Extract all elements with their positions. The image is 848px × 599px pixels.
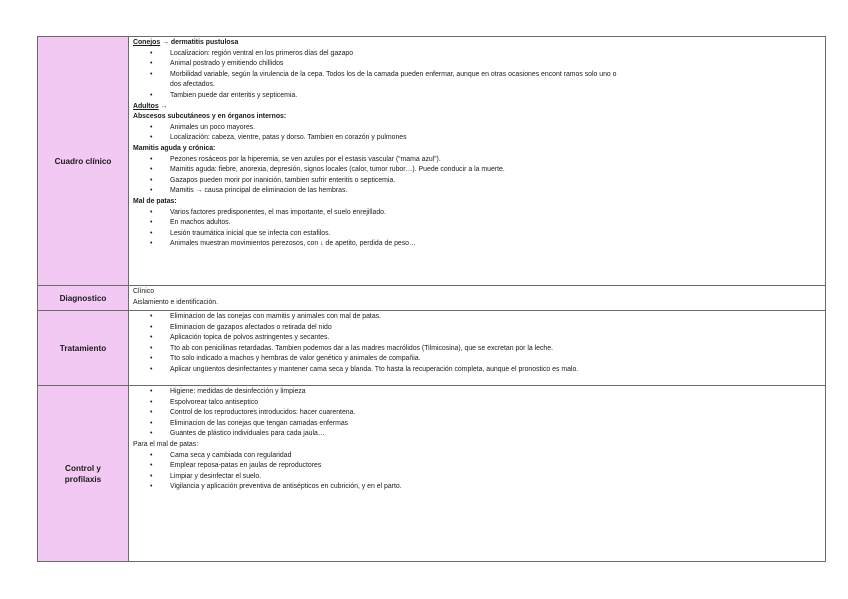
heading-conejos — [133, 38, 821, 49]
list-item: • Vigilancia y aplicación preventiva de antisépticos en cubrición, y en el parto. — [133, 482, 821, 493]
list-item: • Aplicar ungüentos desinfectantes y mantener cama seca y blanda. Tto hasta la recuperación completa, aunque el pronostico es malo. — [133, 365, 821, 376]
heading-mal-de-patas: Mal de patas: — [133, 197, 177, 205]
list-item: • Eliminacion de las conejas que tengan camadas enfermas — [133, 419, 821, 430]
list-item: • En machos adultos. — [133, 218, 821, 229]
list-item: • Animales un poco mayores. — [133, 123, 821, 134]
list-item: • Tto solo indicado a machos y hembras de valor genético y animales de compañia. — [133, 354, 821, 365]
heading-adultos — [133, 102, 821, 113]
document-table — [37, 36, 826, 562]
row-cuadro-clinico — [38, 37, 826, 286]
list-item: • Aplicación topica de polvos astringentes y secantes. — [133, 333, 821, 344]
row-diagnostico — [38, 286, 826, 311]
list-item: • Mamitis → causa principal de eliminacion de las hembras. — [133, 186, 821, 197]
list-item: • Animales muestran movimientos perezosos, con ↓ de apetito, perdida de peso… — [133, 239, 821, 250]
text-line: Aislamiento e identificación. — [133, 298, 219, 306]
list-item: • Higiene: medidas de desinfección y limpieza — [133, 387, 821, 398]
list-item: • Pezones rosáceos por la hiperemia, se ven azules por el estasis vascular (“mama azul”). — [133, 155, 821, 166]
heading-adultos-rest: → — [158, 102, 168, 110]
heading-mamitis: Mamitis aguda y crónica: — [133, 144, 216, 152]
label-diagnostico: Diagnostico — [38, 286, 129, 311]
content-diagnostico — [129, 286, 826, 311]
heading-adultos-word: Adultos — [133, 102, 159, 110]
list-item: • Mamitis aguda: fiebre, anorexia, depresión, signos locales (calor, tumor rubor…). Puede conducir a la muerte. — [133, 165, 821, 176]
list-item: • Espolvorear talco antiseptico — [133, 398, 821, 409]
label-control-line1: Control y — [65, 463, 101, 473]
list-item: • Limpiar y desinfectar el suelo. — [133, 472, 821, 483]
heading-abscesos: Abscesos subcutáneos y en órganos internos: — [133, 113, 287, 121]
list-item: • Guantes de plástico individuales para cada jaula… — [133, 429, 821, 440]
list-item: • Animal postrado y emitiendo chillidos — [133, 59, 821, 70]
list-item: • Tambien puede dar enteritis y septicemia. — [133, 91, 821, 102]
list-item: • Gazapos pueden morir por inanición, tambien sufrir enteritis o septicemia. — [133, 176, 821, 187]
content-control-profilaxis — [129, 386, 826, 562]
label-control-line2: profilaxis — [64, 474, 102, 484]
list-item: • Eliminacion de las conejas con mamitis y animales con mal de patas. — [133, 312, 821, 323]
list-item: • Emplear reposa-patas en jaulas de reproductores — [133, 461, 821, 472]
row-control-profilaxis — [38, 386, 826, 562]
list-item: • Localización: cabeza, vientre, patas y dorso. Tambien en corazón y pulmones — [133, 133, 821, 144]
label-cuadro-clinico: Cuadro clínico — [38, 37, 129, 286]
heading-conejos-rest: → dermatitis pustulosa — [160, 39, 239, 46]
text-line: Clínico — [133, 288, 155, 295]
list-item: • Lesión traumática inicial que se infecta con estafilos. — [133, 229, 821, 240]
content-tratamiento — [129, 311, 826, 386]
label-tratamiento: Tratamiento — [38, 311, 129, 386]
list-item: • Varios factores predisponentes, el mas importante, el suelo enrejillado. — [133, 208, 821, 219]
list-item: • Control de los reproductores introducidos: hacer cuarentena. — [133, 408, 821, 419]
list-item-continuation: dos afectados. — [170, 81, 215, 89]
list-item: • Tto ab con penicilinas retardadas. Tambien podemos dar a las madres macrólidos (Tilmicosina), que se excretan por la leche. — [133, 344, 821, 355]
list-item: • Eliminacion de gazapos afectados o retirada del nido — [133, 323, 821, 334]
label-control-profilaxis — [38, 386, 129, 562]
heading-conejos-word: Conejos — [133, 39, 161, 46]
row-tratamiento — [38, 311, 826, 386]
content-cuadro-clinico — [129, 37, 826, 286]
list-item: • Morbilidad variable, según la virulencia de la cepa. Todos los de la camada pueden enfermar, aunque en otras ocasiones encont ramos solo uno o — [133, 70, 821, 81]
text-line-mal-de-patas: Para el mal de patas: — [133, 440, 199, 448]
list-item: • Localizacion: región ventral en los primeros días del gazapo — [133, 49, 821, 60]
list-item: • Cama seca y cambiada con regularidad — [133, 451, 821, 462]
